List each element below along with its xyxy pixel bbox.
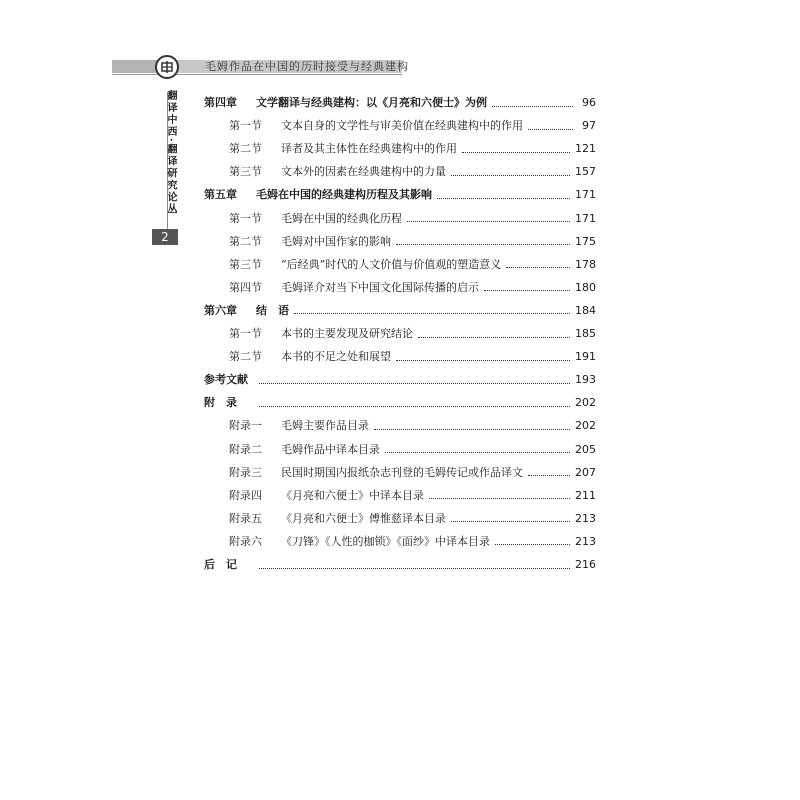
toc-section-row (204, 233, 596, 251)
toc-page-number: 213 (575, 534, 596, 548)
toc-entry-label (204, 556, 254, 574)
toc-entry-number: 后 记 (204, 558, 237, 571)
toc-entry-label (229, 279, 479, 297)
series-logo-icon (155, 55, 179, 79)
toc-entry-number: 第一节 (229, 327, 262, 340)
toc-entry-label (204, 394, 254, 412)
toc-entry-label (229, 464, 523, 482)
toc-entry-title: 本书的不足之处和展望 (281, 350, 391, 364)
toc-page-number: 157 (575, 165, 596, 179)
toc-leader-dots (506, 267, 570, 268)
toc-section-row (204, 117, 596, 135)
toc-chapter-row (204, 186, 596, 204)
toc-entry-label (229, 487, 424, 505)
toc-leader-dots (484, 290, 570, 291)
toc-leader-dots (418, 337, 570, 338)
toc-leader-dots (396, 360, 570, 361)
toc-leader-dots (396, 244, 570, 245)
toc-entry-title: 毛姆在中国的经典化历程 (281, 211, 402, 225)
toc-page-number: 185 (575, 327, 596, 340)
toc-leader-dots (407, 221, 570, 222)
toc-page-number: 178 (575, 257, 596, 271)
toc-page-number: 97 (582, 119, 596, 133)
toc-entry-label (229, 140, 457, 158)
toc-section-row (204, 510, 596, 528)
toc-entry-title: 结 语 (256, 303, 289, 317)
toc-leader-dots (492, 106, 573, 107)
toc-leader-dots (385, 452, 570, 453)
toc-chapter-row (204, 302, 596, 320)
toc-entry-title: 毛姆在中国的经典建构历程及其影响 (256, 188, 432, 202)
toc-page-number: 193 (575, 373, 596, 387)
toc-entry-number: 附录一 (229, 419, 262, 433)
toc-section-row (204, 163, 596, 181)
toc-entry-number: 第五章 (204, 188, 237, 202)
toc-page-number: 171 (575, 211, 596, 225)
toc-entry-number: 第三节 (229, 257, 262, 271)
toc-entry-label (229, 117, 523, 135)
page-number: 2 (152, 229, 178, 245)
toc-entry-title: 《刀锋》《人性的枷锁》《面纱》中译本目录 (281, 534, 490, 548)
toc-entry-title: 文学翻译与经典建构：以《月亮和六便士》为例 (256, 96, 487, 109)
toc-leader-dots (528, 129, 573, 130)
toc-entry-number: 附录五 (229, 511, 262, 525)
toc-entry-title: 文本外的因素在经典建构中的力量 (281, 165, 446, 179)
toc-entry-title: “后经典”时代的人文价值与价值观的塑造意义 (281, 257, 502, 271)
toc-section-row (204, 487, 596, 505)
toc-page-number: 180 (575, 280, 596, 294)
toc-leader-dots (429, 498, 570, 499)
toc-entry-label (229, 510, 446, 528)
toc-entry-label (229, 256, 501, 274)
toc-leader-dots (259, 406, 570, 407)
toc-chapter-row (204, 371, 596, 389)
toc-entry-label (204, 302, 289, 320)
toc-entry-label (204, 371, 254, 389)
toc-leader-dots (528, 475, 570, 476)
toc-leader-dots (451, 521, 570, 522)
toc-entry-label (229, 348, 391, 366)
toc-chapter-row (204, 556, 596, 574)
toc-entry-title: 文本自身的文学性与审美价值在经典建构中的作用 (281, 119, 523, 133)
toc-section-row (204, 256, 596, 274)
toc-page-number: 202 (575, 419, 596, 433)
toc-section-row (204, 140, 596, 158)
toc-entry-number: 第六章 (204, 303, 237, 317)
toc-leader-dots (462, 152, 570, 153)
toc-entry-number: 附录三 (229, 465, 262, 479)
toc-page-number: 175 (575, 234, 596, 248)
toc-leader-dots (495, 544, 570, 545)
toc-page-number: 184 (575, 303, 596, 317)
toc-entry-number: 第一节 (229, 211, 262, 225)
toc-entry-title: 《月亮和六便士》中译本目录 (281, 488, 424, 502)
toc-entry-label (229, 325, 413, 343)
toc-entry-label (229, 533, 490, 551)
toc-section-row (204, 348, 596, 366)
toc-entry-number: 附录二 (229, 442, 262, 456)
toc-entry-title: 毛姆译介对当下中国文化国际传播的启示 (281, 280, 479, 294)
toc-entry-label (229, 233, 391, 251)
toc-page-number: 96 (582, 96, 596, 109)
toc-section-row (204, 210, 596, 228)
toc-entry-label (229, 417, 369, 435)
toc-chapter-row (204, 394, 596, 412)
running-title: 毛姆作品在中国的历时接受与经典建构 (205, 60, 409, 73)
toc-page-number: 211 (575, 488, 596, 502)
toc-page-number: 171 (575, 188, 596, 202)
header-rule (112, 74, 402, 75)
toc-entry-number: 附 录 (204, 396, 237, 410)
toc-entry-number: 第四节 (229, 280, 262, 294)
toc-chapter-row (204, 94, 596, 112)
toc-entry-label (204, 186, 432, 204)
toc-page-number: 207 (575, 465, 596, 479)
toc-leader-dots (259, 568, 570, 569)
toc-page-number: 202 (575, 396, 596, 410)
toc-entry-number: 第二节 (229, 350, 262, 364)
toc-entry-title: 民国时期国内报纸杂志刊登的毛姆传记或作品译文 (281, 465, 523, 479)
series-title: 翻译中西·翻译研究论丛 (165, 90, 176, 216)
toc-entry-number: 第二节 (229, 142, 262, 156)
toc-section-row (204, 279, 596, 297)
toc-page-number: 121 (575, 142, 596, 156)
toc-section-row (204, 533, 596, 551)
toc-page-number: 216 (575, 558, 596, 571)
toc-leader-dots (294, 313, 570, 314)
toc-entry-number: 附录四 (229, 488, 262, 502)
toc-leader-dots (374, 429, 570, 430)
toc-leader-dots (451, 175, 570, 176)
toc-section-row (204, 325, 596, 343)
toc-entry-label (229, 441, 380, 459)
toc-entry-number: 第三节 (229, 165, 262, 179)
toc-leader-dots (437, 198, 570, 199)
toc-entry-label (204, 94, 487, 112)
toc-entry-title: 译者及其主体性在经典建构中的作用 (281, 142, 457, 156)
toc-section-row (204, 417, 596, 435)
toc-leader-dots (259, 383, 570, 384)
toc-section-row (204, 464, 596, 482)
toc-entry-label (229, 163, 446, 181)
toc-entry-title: 毛姆对中国作家的影响 (281, 234, 391, 248)
toc-entry-title: 毛姆主要作品目录 (281, 419, 369, 433)
toc-entry-number: 第一节 (229, 119, 262, 133)
toc-page-number: 213 (575, 511, 596, 525)
toc-entry-label (229, 210, 402, 228)
toc-entry-number: 第四章 (204, 96, 237, 109)
toc-section-row (204, 441, 596, 459)
toc-entry-number: 参考文献 (204, 373, 248, 387)
toc-page-number: 191 (575, 350, 596, 364)
toc-entry-title: 本书的主要发现及研究结论 (281, 327, 413, 340)
toc-entry-title: 《月亮和六便士》傅惟慈译本目录 (281, 511, 446, 525)
toc-page-number: 205 (575, 442, 596, 456)
toc-entry-number: 第二节 (229, 234, 262, 248)
toc-entry-number: 附录六 (229, 534, 262, 548)
toc-entry-title: 毛姆作品中译本目录 (281, 442, 380, 456)
